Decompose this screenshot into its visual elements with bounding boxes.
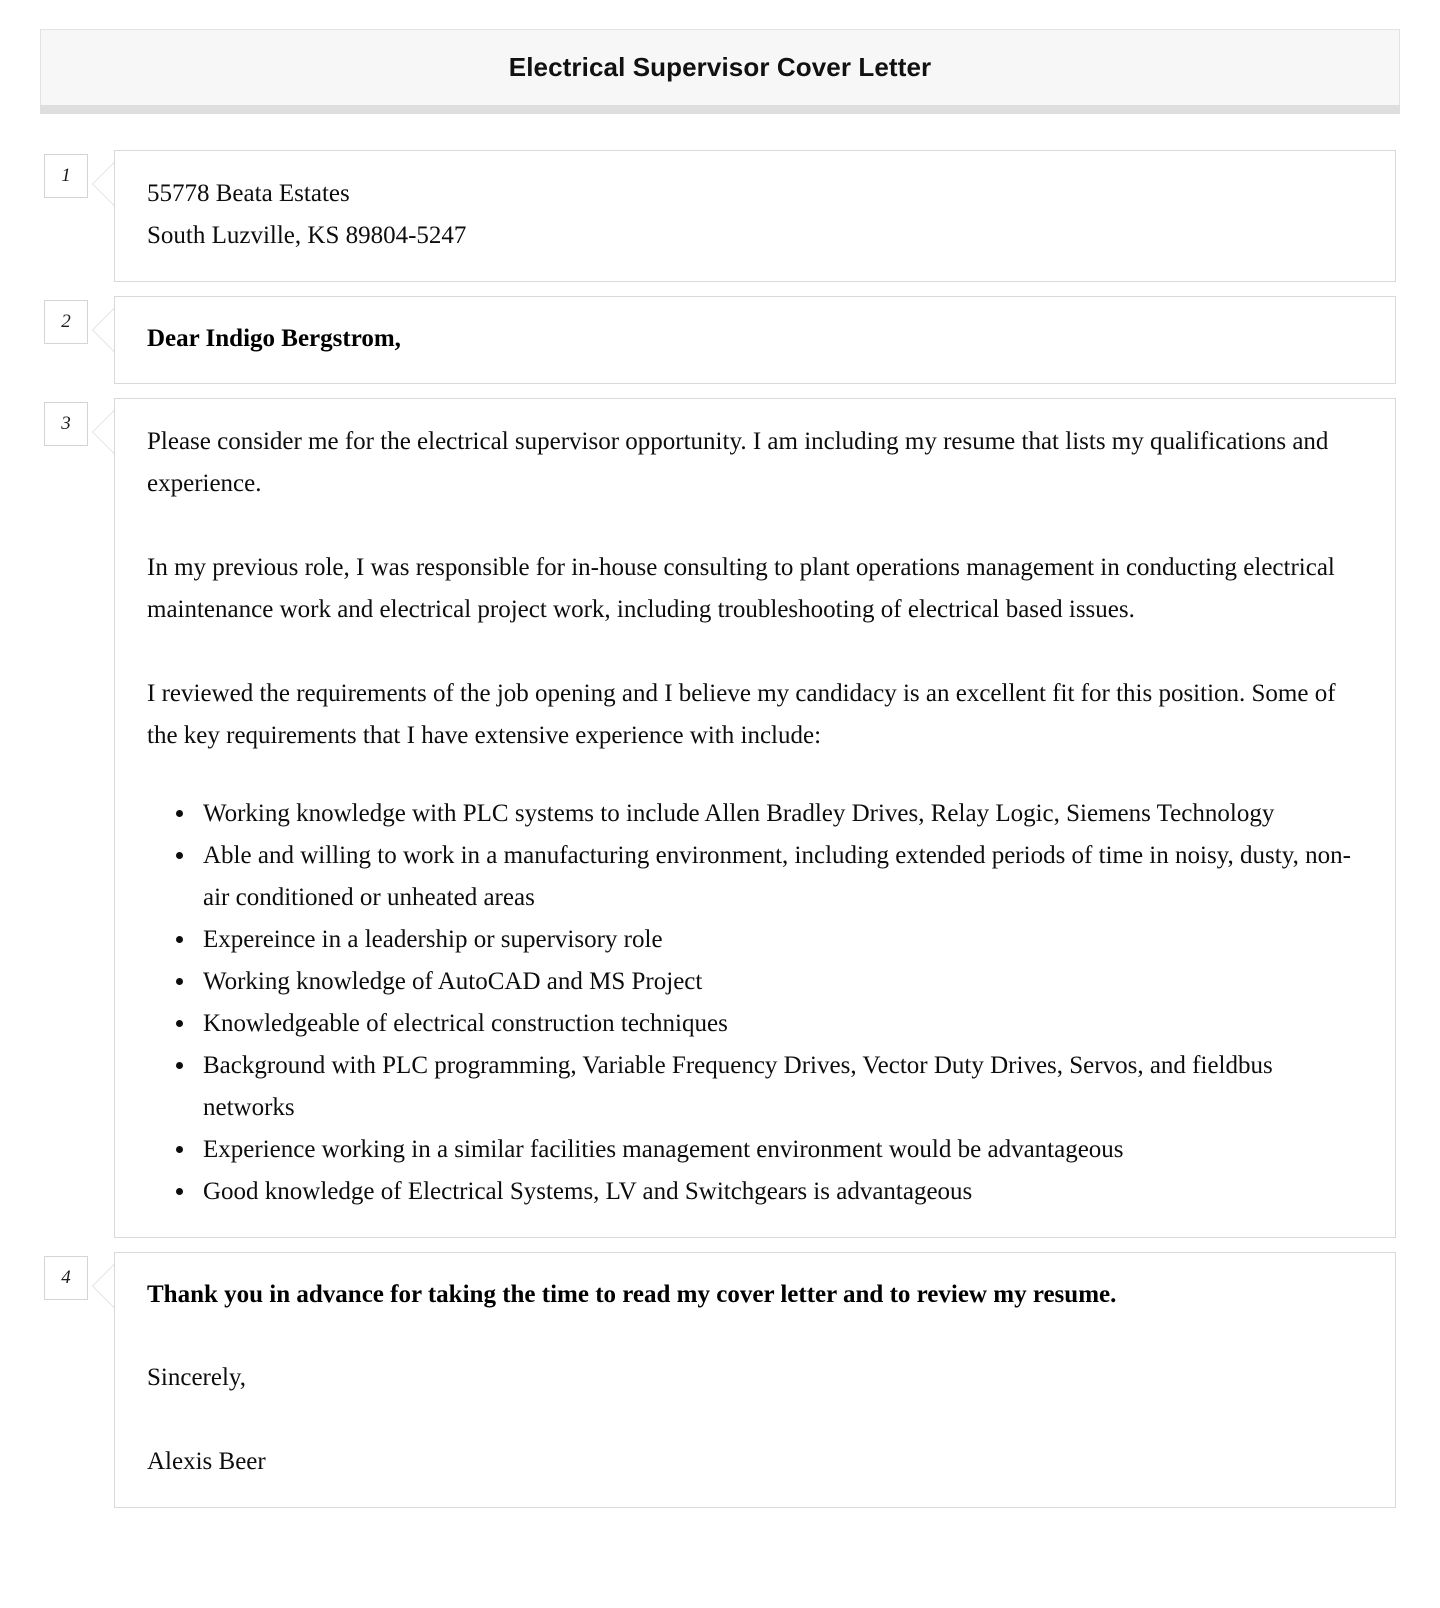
salutation-block — [114, 296, 1396, 384]
cover-letter-page — [0, 29, 1440, 1508]
page-title: Electrical Supervisor Cover Letter — [508, 52, 932, 82]
body-paragraph: I reviewed the requirements of the job opening and I believe my candidacy is an excellent fit for this position. Some of the key requirements that I have extensive experience with include: — [147, 680, 1336, 749]
block-number-badge: 2 — [44, 300, 88, 344]
block-number-badge: 1 — [44, 154, 88, 198]
address-line-city-state-zip: South Luzville, KS 89804-5247 — [147, 222, 467, 249]
signoff-text: Sincerely, — [147, 1364, 247, 1391]
annotated-block-body — [44, 398, 1396, 1238]
bubble-notch-fill-icon — [93, 410, 115, 454]
header-shadow-bar — [40, 105, 1400, 114]
annotated-block-address — [44, 150, 1396, 282]
list-item: • Knowledgeable of electrical construction techniques — [197, 1003, 1369, 1045]
spacer — [147, 1315, 1369, 1357]
callout-bubble-wrapper — [114, 150, 1396, 282]
bubble-notch-fill-icon — [93, 1264, 115, 1308]
annotated-block-closing — [44, 1252, 1396, 1508]
requirements-list — [147, 793, 1369, 1213]
address-block — [114, 150, 1396, 282]
document-header — [40, 29, 1400, 105]
closing-thanks-text: Thank you in advance for taking the time to read my cover letter and to review my resume. — [147, 1281, 1117, 1308]
list-item: • Background with PLC programming, Variable Frequency Drives, Vector Duty Drives, Servos, and fieldbus networks — [197, 1045, 1369, 1129]
list-item: • Expereince in a leadership or supervisory role — [197, 919, 1369, 961]
callout-bubble-wrapper — [114, 1252, 1396, 1508]
bubble-notch-fill-icon — [93, 308, 115, 352]
list-item: • Able and willing to work in a manufacturing environment, including extended periods of time in noisy, dusty, non-air conditioned or unheated areas — [197, 835, 1369, 919]
block-number-badge: 4 — [44, 1256, 88, 1300]
address-line-street: 55778 Beata Estates — [147, 180, 350, 207]
list-item: • Working knowledge of AutoCAD and MS Project — [197, 961, 1369, 1003]
body-paragraph: In my previous role, I was responsible for in-house consulting to plant operations management in conducting electrical maintenance work and electrical project work, including troubleshooting of electrical based issues. — [147, 554, 1335, 623]
callout-bubble-wrapper — [114, 398, 1396, 1238]
signature-name: Alexis Beer — [147, 1448, 266, 1475]
body-paragraph: Please consider me for the electrical supervisor opportunity. I am including my resume that lists my qualifications and experience. — [147, 428, 1329, 497]
annotated-block-salutation — [44, 296, 1396, 384]
list-item: • Experience working in a similar facilities management environment would be advantageous — [197, 1129, 1369, 1171]
list-item: • Working knowledge with PLC systems to include Allen Bradley Drives, Relay Logic, Siemens Technology — [197, 793, 1369, 835]
closing-block — [114, 1252, 1396, 1508]
bubble-notch-fill-icon — [93, 162, 115, 206]
spacer — [147, 1399, 1369, 1441]
annotated-blocks — [0, 150, 1440, 1508]
list-item: • Good knowledge of Electrical Systems, LV and Switchgears is advantageous — [197, 1171, 1369, 1213]
callout-bubble-wrapper — [114, 296, 1396, 384]
body-block — [114, 398, 1396, 1238]
salutation-text: Dear Indigo Bergstrom, — [147, 325, 401, 352]
block-number-badge: 3 — [44, 402, 88, 446]
